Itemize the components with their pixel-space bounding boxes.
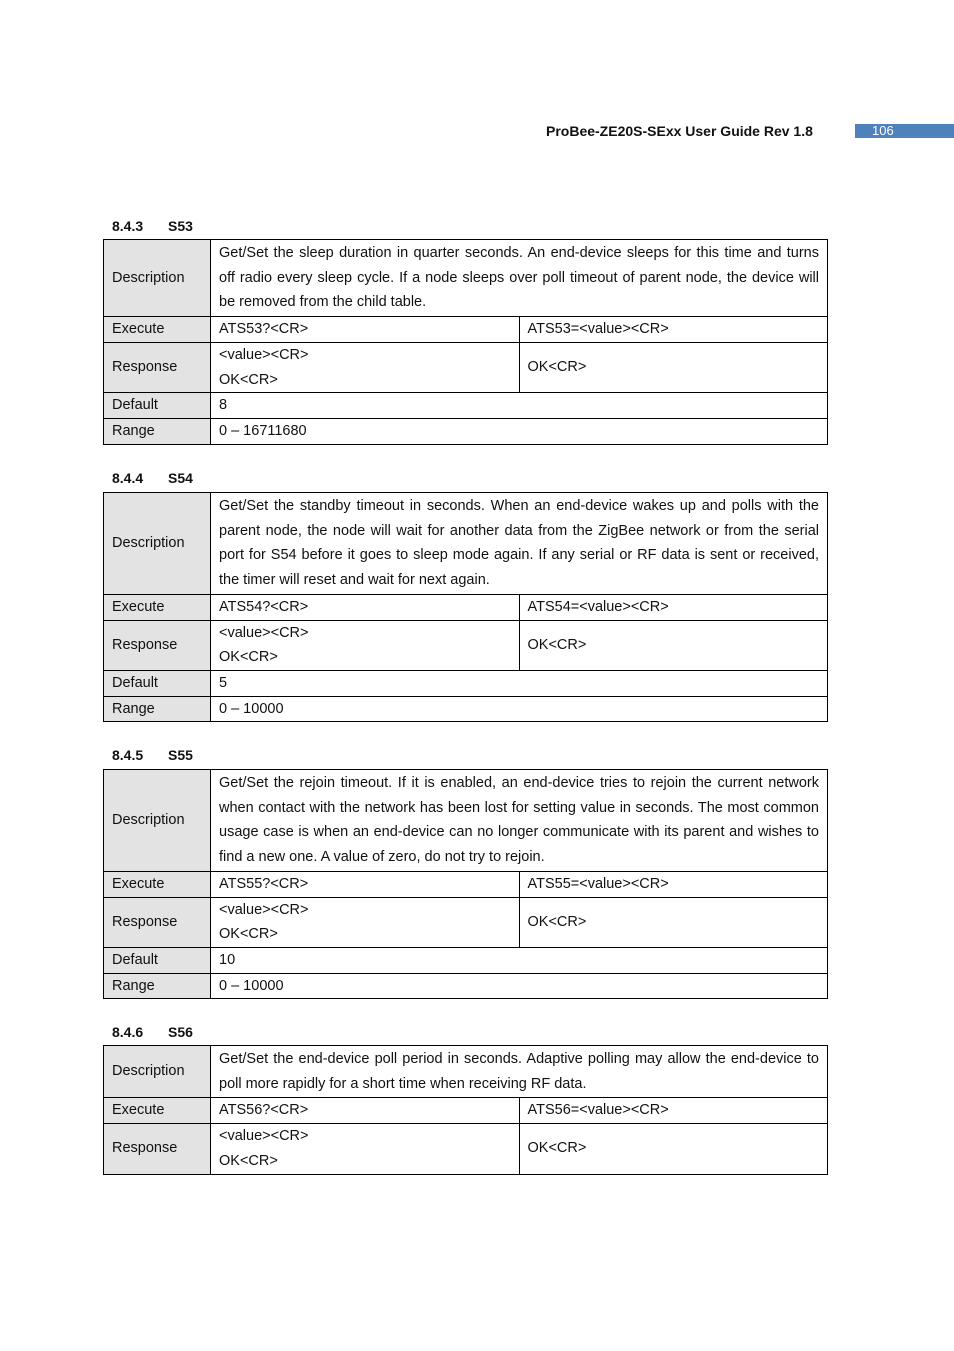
table-row-range [104,418,828,444]
response-write-cell: OK<CR> [519,620,828,670]
default-label: Default [104,947,211,973]
execute-label: Execute [104,594,211,620]
section-heading [112,218,193,234]
command-table [103,1045,828,1175]
response-read-line-1: <value><CR> [219,346,309,363]
execute-write-cell: ATS55=<value><CR> [519,871,828,897]
response-write-cell: OK<CR> [519,342,828,392]
default-label: Default [104,670,211,696]
table-row-execute [104,1098,828,1124]
default-value: 10 [211,947,828,973]
range-value: 0 – 10000 [211,696,828,722]
description-label: Description [104,1046,211,1098]
table-row-description [104,770,828,872]
response-label: Response [104,620,211,670]
response-read-line-2: OK<CR> [219,1152,278,1169]
description-text: Get/Set the standby timeout in seconds. When an end-device wakes up and polls with the parent node, the node will wait for another data from the ZigBee network or from the serial port for S54 before it goes to sleep mode again. If any serial or RF data is sent or received, the timer will reset and wait for next again. [211,493,828,595]
section-heading [112,747,193,763]
range-value: 0 – 16711680 [211,418,828,444]
default-label: Default [104,393,211,419]
execute-write-cell: ATS53=<value><CR> [519,317,828,343]
response-read-line-2: OK<CR> [219,649,278,666]
response-read-cell [211,620,520,670]
table-row-response [104,342,828,392]
table-row-default [104,947,828,973]
response-read-line-1: <value><CR> [219,1128,309,1145]
command-table [103,239,828,445]
section-number: 8.4.5 [112,747,144,763]
description-label: Description [104,493,211,595]
response-read-line-1: <value><CR> [219,624,309,641]
section-number: 8.4.3 [112,218,144,234]
response-write-cell: OK<CR> [519,897,828,947]
table-row-range [104,696,828,722]
section-heading [112,470,193,486]
response-read-cell [211,1124,520,1174]
table-row-response [104,1124,828,1174]
section-heading [112,1024,193,1040]
range-label: Range [104,418,211,444]
table-row-response [104,897,828,947]
description-text: Get/Set the end-device poll period in seconds. Adaptive polling may allow the end-device to poll more rapidly for a short time when receiving RF data. [211,1046,828,1098]
table-row-response [104,620,828,670]
description-text: Get/Set the rejoin timeout. If it is enabled, an end-device tries to rejoin the current network when contact with the network has been lost for setting value in seconds. The most common usage case is when an end-device can no longer communicate with its parent and wishes to find a new one. A value of zero, do not try to rejoin. [211,770,828,872]
description-text: Get/Set the sleep duration in quarter seconds. An end-device sleeps for this time and turns off radio every sleep cycle. If a node sleeps over poll timeout of parent node, the device will be removed from the child table. [211,240,828,317]
table-row-execute [104,317,828,343]
default-value: 5 [211,670,828,696]
default-value: 8 [211,393,828,419]
range-label: Range [104,973,211,999]
execute-read-cell: ATS53?<CR> [211,317,520,343]
section-number: 8.4.6 [112,1024,144,1040]
page-number-badge: 106 [855,124,954,138]
response-read-line-2: OK<CR> [219,371,278,388]
response-read-cell [211,897,520,947]
execute-label: Execute [104,1098,211,1124]
response-write-cell: OK<CR> [519,1124,828,1174]
table-row-description [104,240,828,317]
table-row-default [104,670,828,696]
execute-read-cell: ATS56?<CR> [211,1098,520,1124]
section-number: 8.4.4 [112,470,144,486]
table-row-description [104,1046,828,1098]
execute-read-cell: ATS54?<CR> [211,594,520,620]
section-name: S56 [168,1024,193,1040]
description-label: Description [104,240,211,317]
description-label: Description [104,770,211,872]
response-label: Response [104,897,211,947]
range-value: 0 – 10000 [211,973,828,999]
execute-write-cell: ATS54=<value><CR> [519,594,828,620]
execute-label: Execute [104,871,211,897]
execute-read-cell: ATS55?<CR> [211,871,520,897]
response-read-cell [211,342,520,392]
table-row-execute [104,871,828,897]
response-read-line-1: <value><CR> [219,901,309,918]
response-read-line-2: OK<CR> [219,926,278,943]
section-name: S54 [168,470,193,486]
response-label: Response [104,342,211,392]
execute-label: Execute [104,317,211,343]
execute-write-cell: ATS56=<value><CR> [519,1098,828,1124]
section-name: S53 [168,218,193,234]
document-title: ProBee-ZE20S-SExx User Guide Rev 1.8 [546,123,813,139]
table-row-description [104,493,828,595]
response-label: Response [104,1124,211,1174]
table-row-default [104,393,828,419]
section-name: S55 [168,747,193,763]
range-label: Range [104,696,211,722]
table-row-range [104,973,828,999]
command-table [103,492,828,722]
command-table [103,769,828,999]
table-row-execute [104,594,828,620]
